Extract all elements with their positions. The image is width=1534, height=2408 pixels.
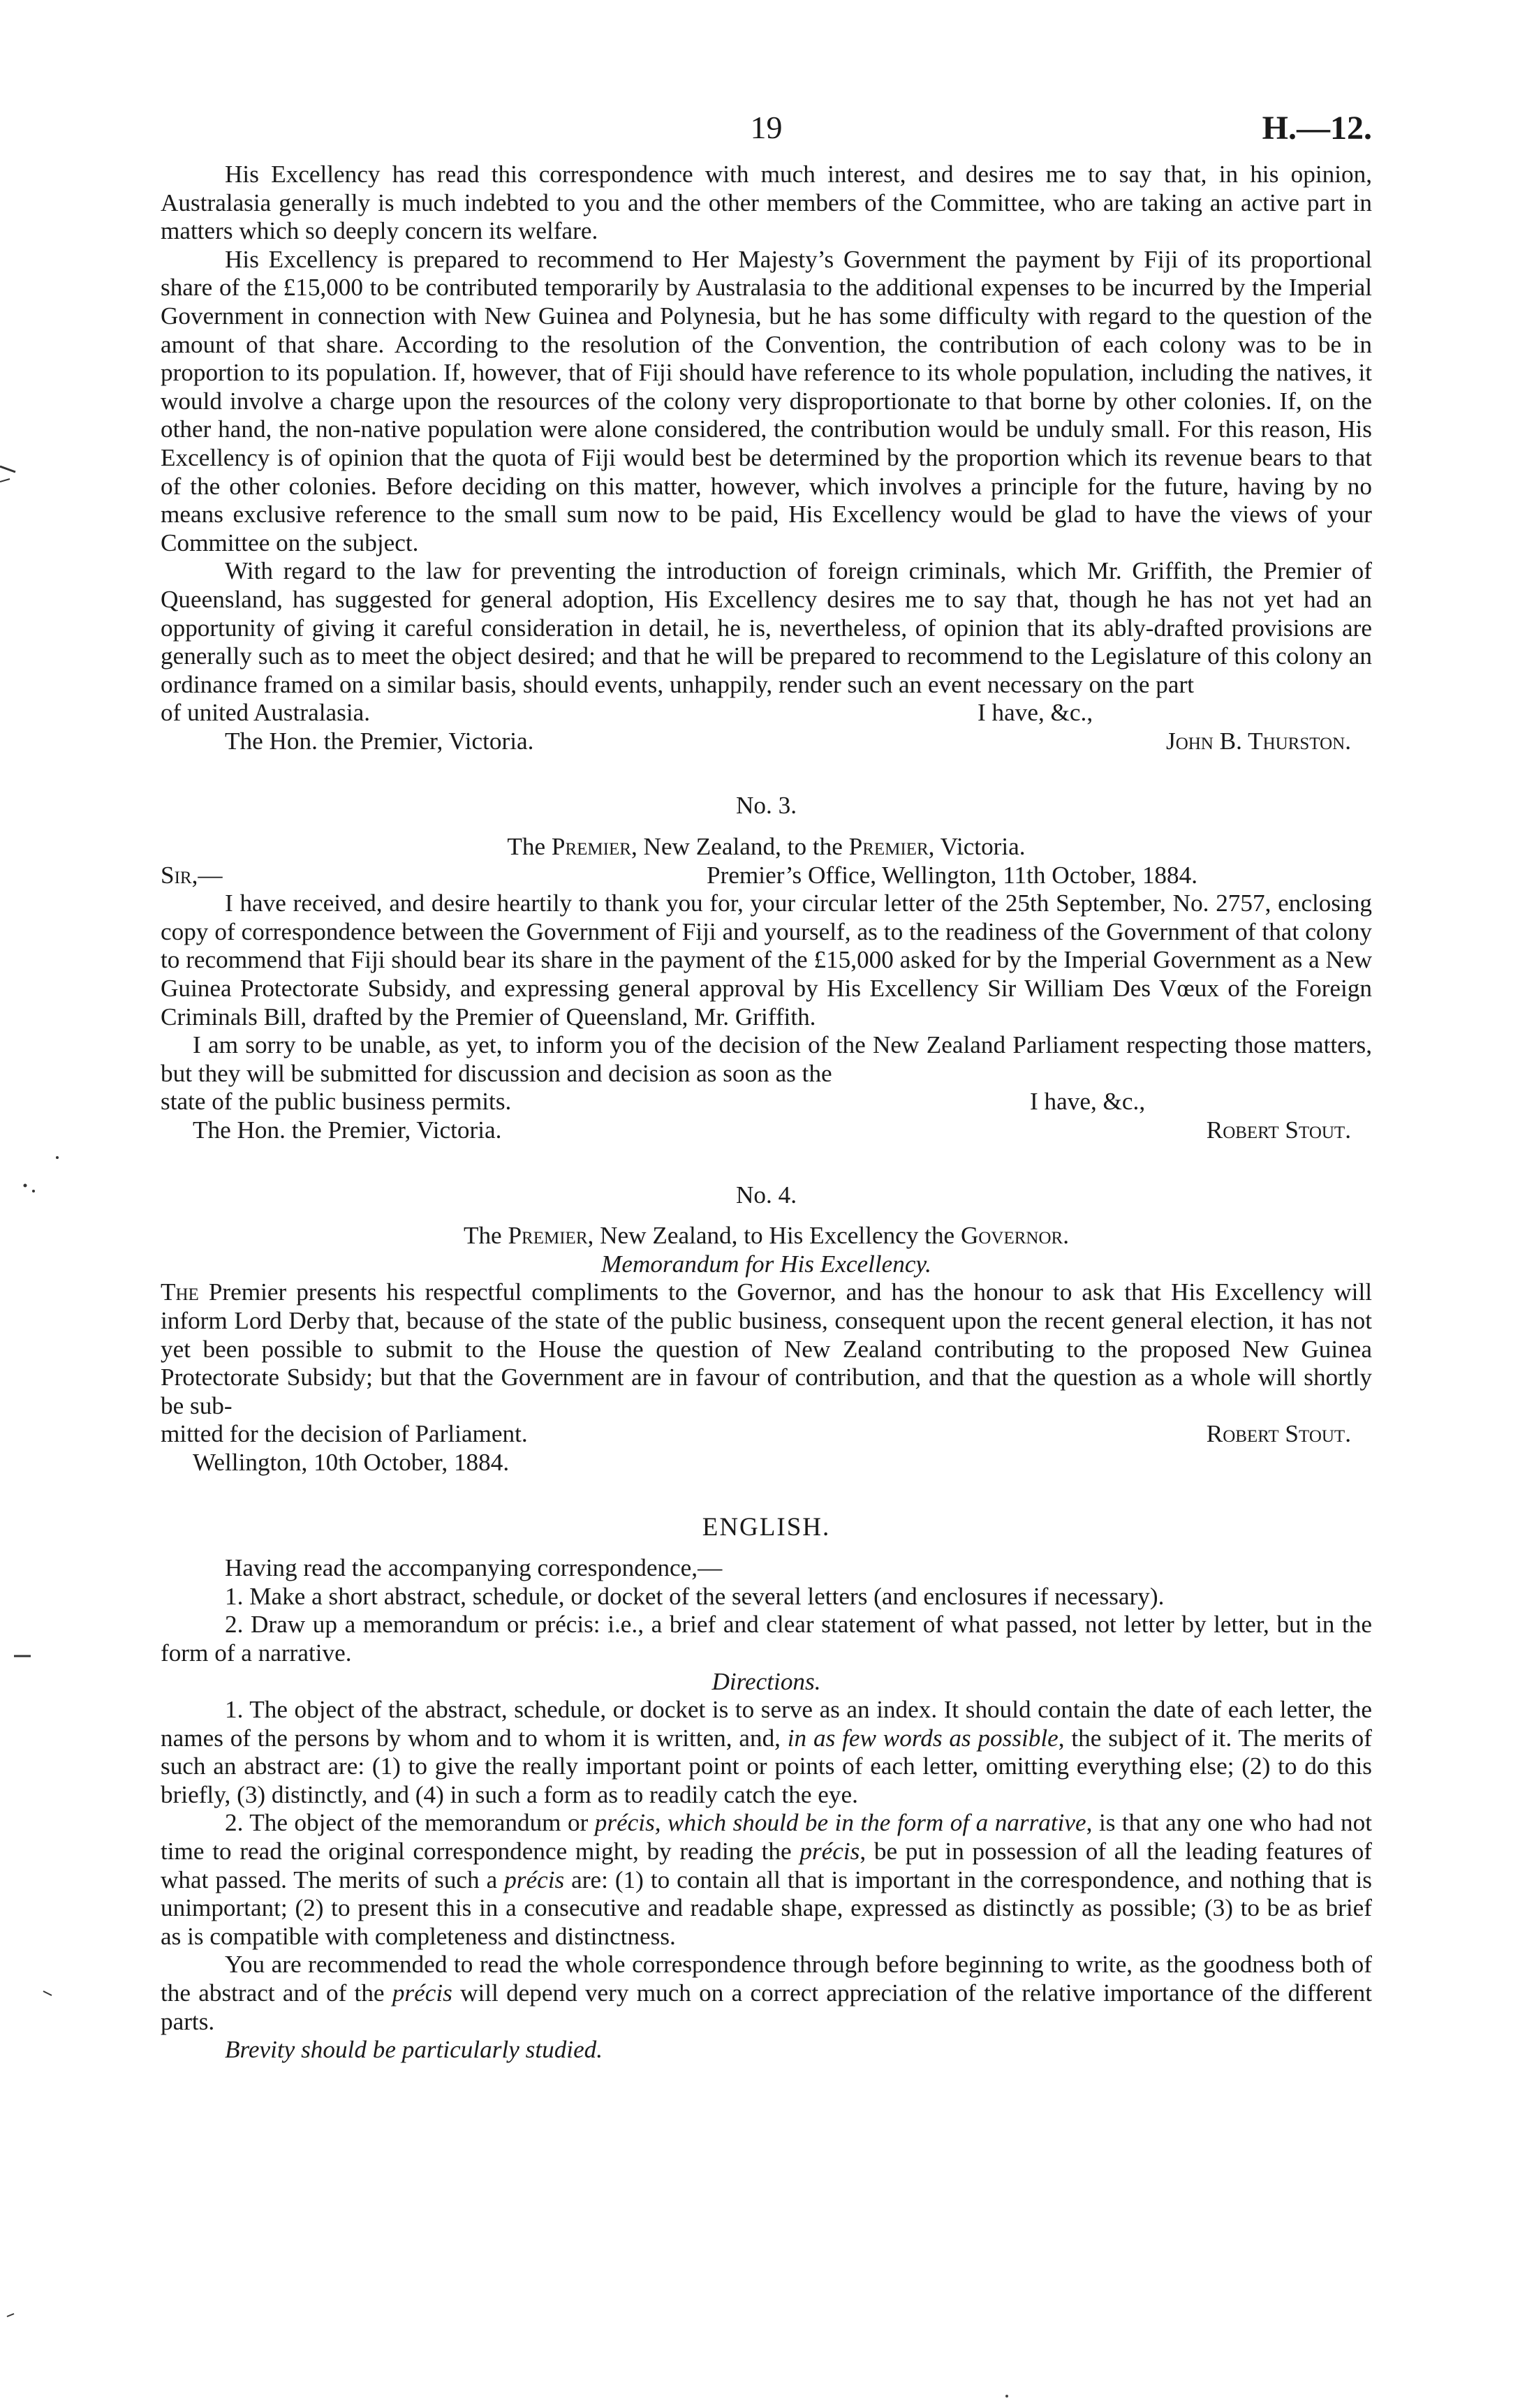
letter-number: No. 4. — [736, 1181, 797, 1209]
letter-paragraph: With regard to the law for preventing the introduction of foreign criminals, which Mr. Griffith, the Premier of Queensland, has suggested for general adoption, His Excellency desires me to say that, though he has not yet had an opportunity of giving it careful consideration in detail, he is, nevertheless, of opinion that its ably-drafted provisions are generally such as to meet the object desired; and that he will be prepared to recommend to the Legislature of this colony an ordinance framed on a similar basis, should events, unhappily, render such an event necessary on the part — [161, 557, 1372, 698]
memorandum-paragraph: The Premier presents his respectful compliments to the Governor, and has the honour to ask that His Excellency will inform Lord Derby that, because of the state of the public business, consequent upon the recent general election, it has not yet been possible to submit to the House the question of New Zealand contributing to the proposed New Guinea Protectorate Subsidy; but that the Government are in favour of contribution, and that the question as a whole will shortly be sub- — [161, 1278, 1372, 1419]
addressee: The Hon. the Premier, Victoria. — [193, 1116, 502, 1144]
exam-task: 2. Draw up a memorandum or précis: i.e., a brief and clear statement of what passed, not letter by letter, but in the form of a narrative. — [161, 1611, 1372, 1667]
exam-intro: Having read the accompanying correspondence,— — [225, 1554, 723, 1582]
page-header — [161, 105, 1372, 161]
dateline: Wellington, 10th October, 1884. — [193, 1448, 510, 1476]
letter-paragraph: His Excellency is prepared to recommend to Her Majesty’s Government the payment by Fiji of its proportional share of the £15,000 to be contributed temporarily by Australasia to the additional expenses to be incurred by the Imperial Government in connection with New Guinea and Polynesia, but he has some difficulty with regard to the question of the amount of that share. According to the resolution of the Convention, the contribution of each colony was to be in proportion to its population. If, however, that of Fiji should have reference to its whole population, including the natives, it would involve a charge upon the resources of the colony very disproportionate to that borne by other colonies. If, on the other hand, the non-native population were alone considered, the contribution would be unduly small. For this reason, His Excellency is of opinion that the quota of Fiji would best be determined by the proportion which its revenue bears to that of the other colonies. Before deciding on this matter, however, which involves a principle for the future, having by no means exclusive reference to the small sum now to be paid, His Excellency would be glad to have the views of your Committee on the subject. — [161, 245, 1372, 556]
document-page — [161, 105, 1372, 2064]
letter-number: No. 3. — [736, 792, 797, 820]
letter-closing — [161, 1088, 1372, 1116]
salutation-line — [161, 862, 1372, 890]
letter-addressee-line — [161, 1116, 1372, 1145]
direction-paragraph: 1. The object of the abstract, schedule, or docket is to serve as an index. It should contain the date of each letter, the names of the persons by whom and to whom it is written, and, in as few words as possible, the subject of it. The merits of such an abstract are: (1) to give the really important point or points of each letter, omitting everything else; (2) to do this briefly, (3) distinctly, and (4) in such a form as to readily catch the eye. — [161, 1696, 1372, 1808]
signature: John B. Thurston. — [1166, 727, 1351, 755]
salutation: Sir,— — [161, 861, 223, 889]
letter-title: The Premier, New Zealand, to His Excellency the Governor. — [463, 1222, 1070, 1250]
exam-task: 1. Make a short abstract, schedule, or docket of the several letters (and enclosures if necessary). — [225, 1582, 1165, 1610]
dateline: Premier’s Office, Wellington, 11th October, 1884. — [707, 861, 1197, 889]
document-body — [161, 161, 1372, 2064]
document-reference: H.—12. — [1262, 110, 1372, 147]
letter-paragraph: I have received, and desire heartily to thank you for, your circular letter of the 25th September, No. 2757, enclosing copy of correspondence between the Government of Fiji and yourself, as to the readiness of the Government of that colony to recommend that Fiji should bear its share in the payment of the £15,000 asked for by the Imperial Government as a New Guinea Protectorate Subsidy, and expressing general approval by His Excellency Sir William Des Vœux of the Foreign Criminals Bill, drafted by the Premier of Queensland, Mr. Griffith. — [161, 889, 1372, 1031]
closing-formula: I have, &c., — [978, 699, 1093, 727]
closing-tail-text: of united Australasia. — [161, 699, 371, 727]
letter-paragraph: His Excellency has read this correspondence with much interest, and desires me to say that, in his opinion, Australasia generally is much indebted to you and the other members of the Committee, who are taking an active part in matters which so deeply concern its welfare. — [161, 161, 1372, 245]
letter-closing — [161, 699, 1372, 727]
letter-addressee-line — [161, 727, 1372, 756]
signature: Robert Stout. — [1206, 1420, 1351, 1448]
memorandum-dateline — [161, 1449, 1372, 1477]
closing-tail-text: mitted for the decision of Parliament. — [161, 1420, 528, 1448]
closing-formula: I have, &c., — [1030, 1088, 1146, 1116]
brevity-note: Brevity should be particularly studied. — [225, 2036, 603, 2064]
memorandum-subtitle: Memorandum for His Excellency. — [601, 1250, 931, 1278]
directions-title: Directions. — [711, 1667, 821, 1695]
signature: Robert Stout. — [1206, 1116, 1351, 1144]
letter-paragraph: I am sorry to be unable, as yet, to inform you of the decision of the New Zealand Parliament respecting those matters, but they will be submitted for discussion and decision as soon as the — [161, 1031, 1372, 1087]
section-title: ENGLISH. — [702, 1512, 831, 1542]
closing-tail-text: state of the public business permits. — [161, 1088, 512, 1116]
recommendation-paragraph: You are recommended to read the whole correspondence through before beginning to write, as the goodness both of the abstract and of the précis will depend very much on a correct appreciation of the relative importance of the different parts. — [161, 1951, 1372, 2035]
letter-title: The Premier, New Zealand, to the Premier, Victoria. — [507, 833, 1026, 861]
direction-paragraph: 2. The object of the memorandum or précis, which should be in the form of a narrative, is that any one who had not time to read the original correspondence might, by reading the précis, be put in possession of all the leading features of what passed. The merits of such a précis are: (1) to contain all that is important in the correspondence, and nothing that is unimportant; (2) to present this in a consecutive and readable shape, expressed as distinctly as possible; (3) to be as brief as is compatible with completeness and distinctness. — [161, 1809, 1373, 1950]
page-number: 19 — [750, 110, 783, 145]
memorandum-closing — [161, 1420, 1372, 1449]
addressee: The Hon. the Premier, Victoria. — [225, 727, 534, 755]
